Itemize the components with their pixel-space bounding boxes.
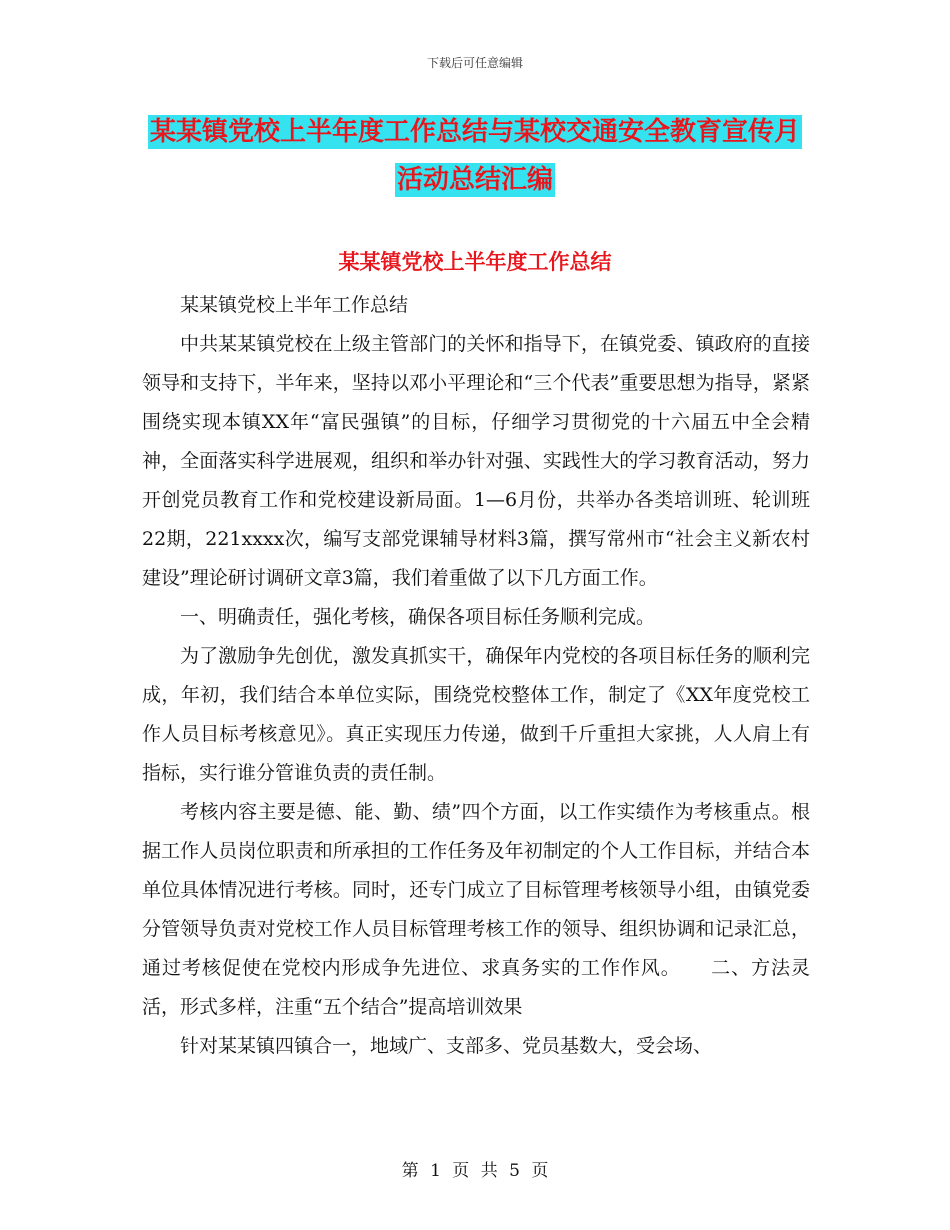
document-main-title [140,108,810,204]
main-title-text: 某某镇党校上半年度工作总结与某校交通安全教育宣传月活动总结汇编 [149,117,800,195]
section-title: 某某镇党校上半年度工作总结 [338,250,612,274]
paragraph-6: 针对某某镇四镇合一，地域广、支部多、党员基数大，受会场、 [180,1035,713,1057]
page-number-footer: 第 1 页 共 5 页 [401,1161,549,1181]
page-header-note: 下载后可任意编辑 [426,56,523,70]
paragraph-2: 中共某某镇党校在上级主管部门的关怀和指导下，在镇党委、镇政府的直接领导和支持下，半年来，坚持以邓小平理论和“三个代表”重要思想为指导，紧紧围绕实现本镇XX年“富民强镇”的目标，仔细学习贯彻党的十六届五中全会精神，全面落实科学进展观，组织和举办针对强、实践性大的学习教育活动，努力开创党员教育工作和党校建设新局面。1—6月份，共举办各类培训班、轮训班22期，221xxxx次，编写支部党课辅导材料3篇，撰写常州市“社会主义新农村建设”理论研讨调研文章3篇，我们着重做了以下几方面工作。 [142,333,810,589]
paragraph-3: 一、明确责任，强化考核，确保各项目标任务顺利完成。 [180,606,656,628]
document-body [142,286,810,1066]
paragraph-5: 考核内容主要是德、能、勤、绩”四个方面，以工作实绩作为考核重点。根据工作人员岗位职责和所承担的工作任务及年初制定的个人工作目标，并结合本单位具体情况进行考核。同时，还专门成立了目标管理考核领导小组，由镇党委分管领导负责对党校工作人员目标管理考核工作的领导、组织协调和记录汇总，通过考核促使在党校内形成争先进位、求真务实的工作作风。 二、方法灵活，形式多样，注重“五个结合”提高培训效果 [142,801,810,1018]
paragraph-1: 某某镇党校上半年工作总结 [180,294,409,316]
paragraph-4: 为了激励争先创优，激发真抓实干，确保年内党校的各项目标任务的顺利完成，年初，我们结合本单位实际，围绕党校整体工作，制定了《XX年度党校工作人员目标考核意见》。真正实现压力传递，做到千斤重担大家挑，人人肩上有指标，实行谁分管谁负责的责任制。 [142,645,810,784]
